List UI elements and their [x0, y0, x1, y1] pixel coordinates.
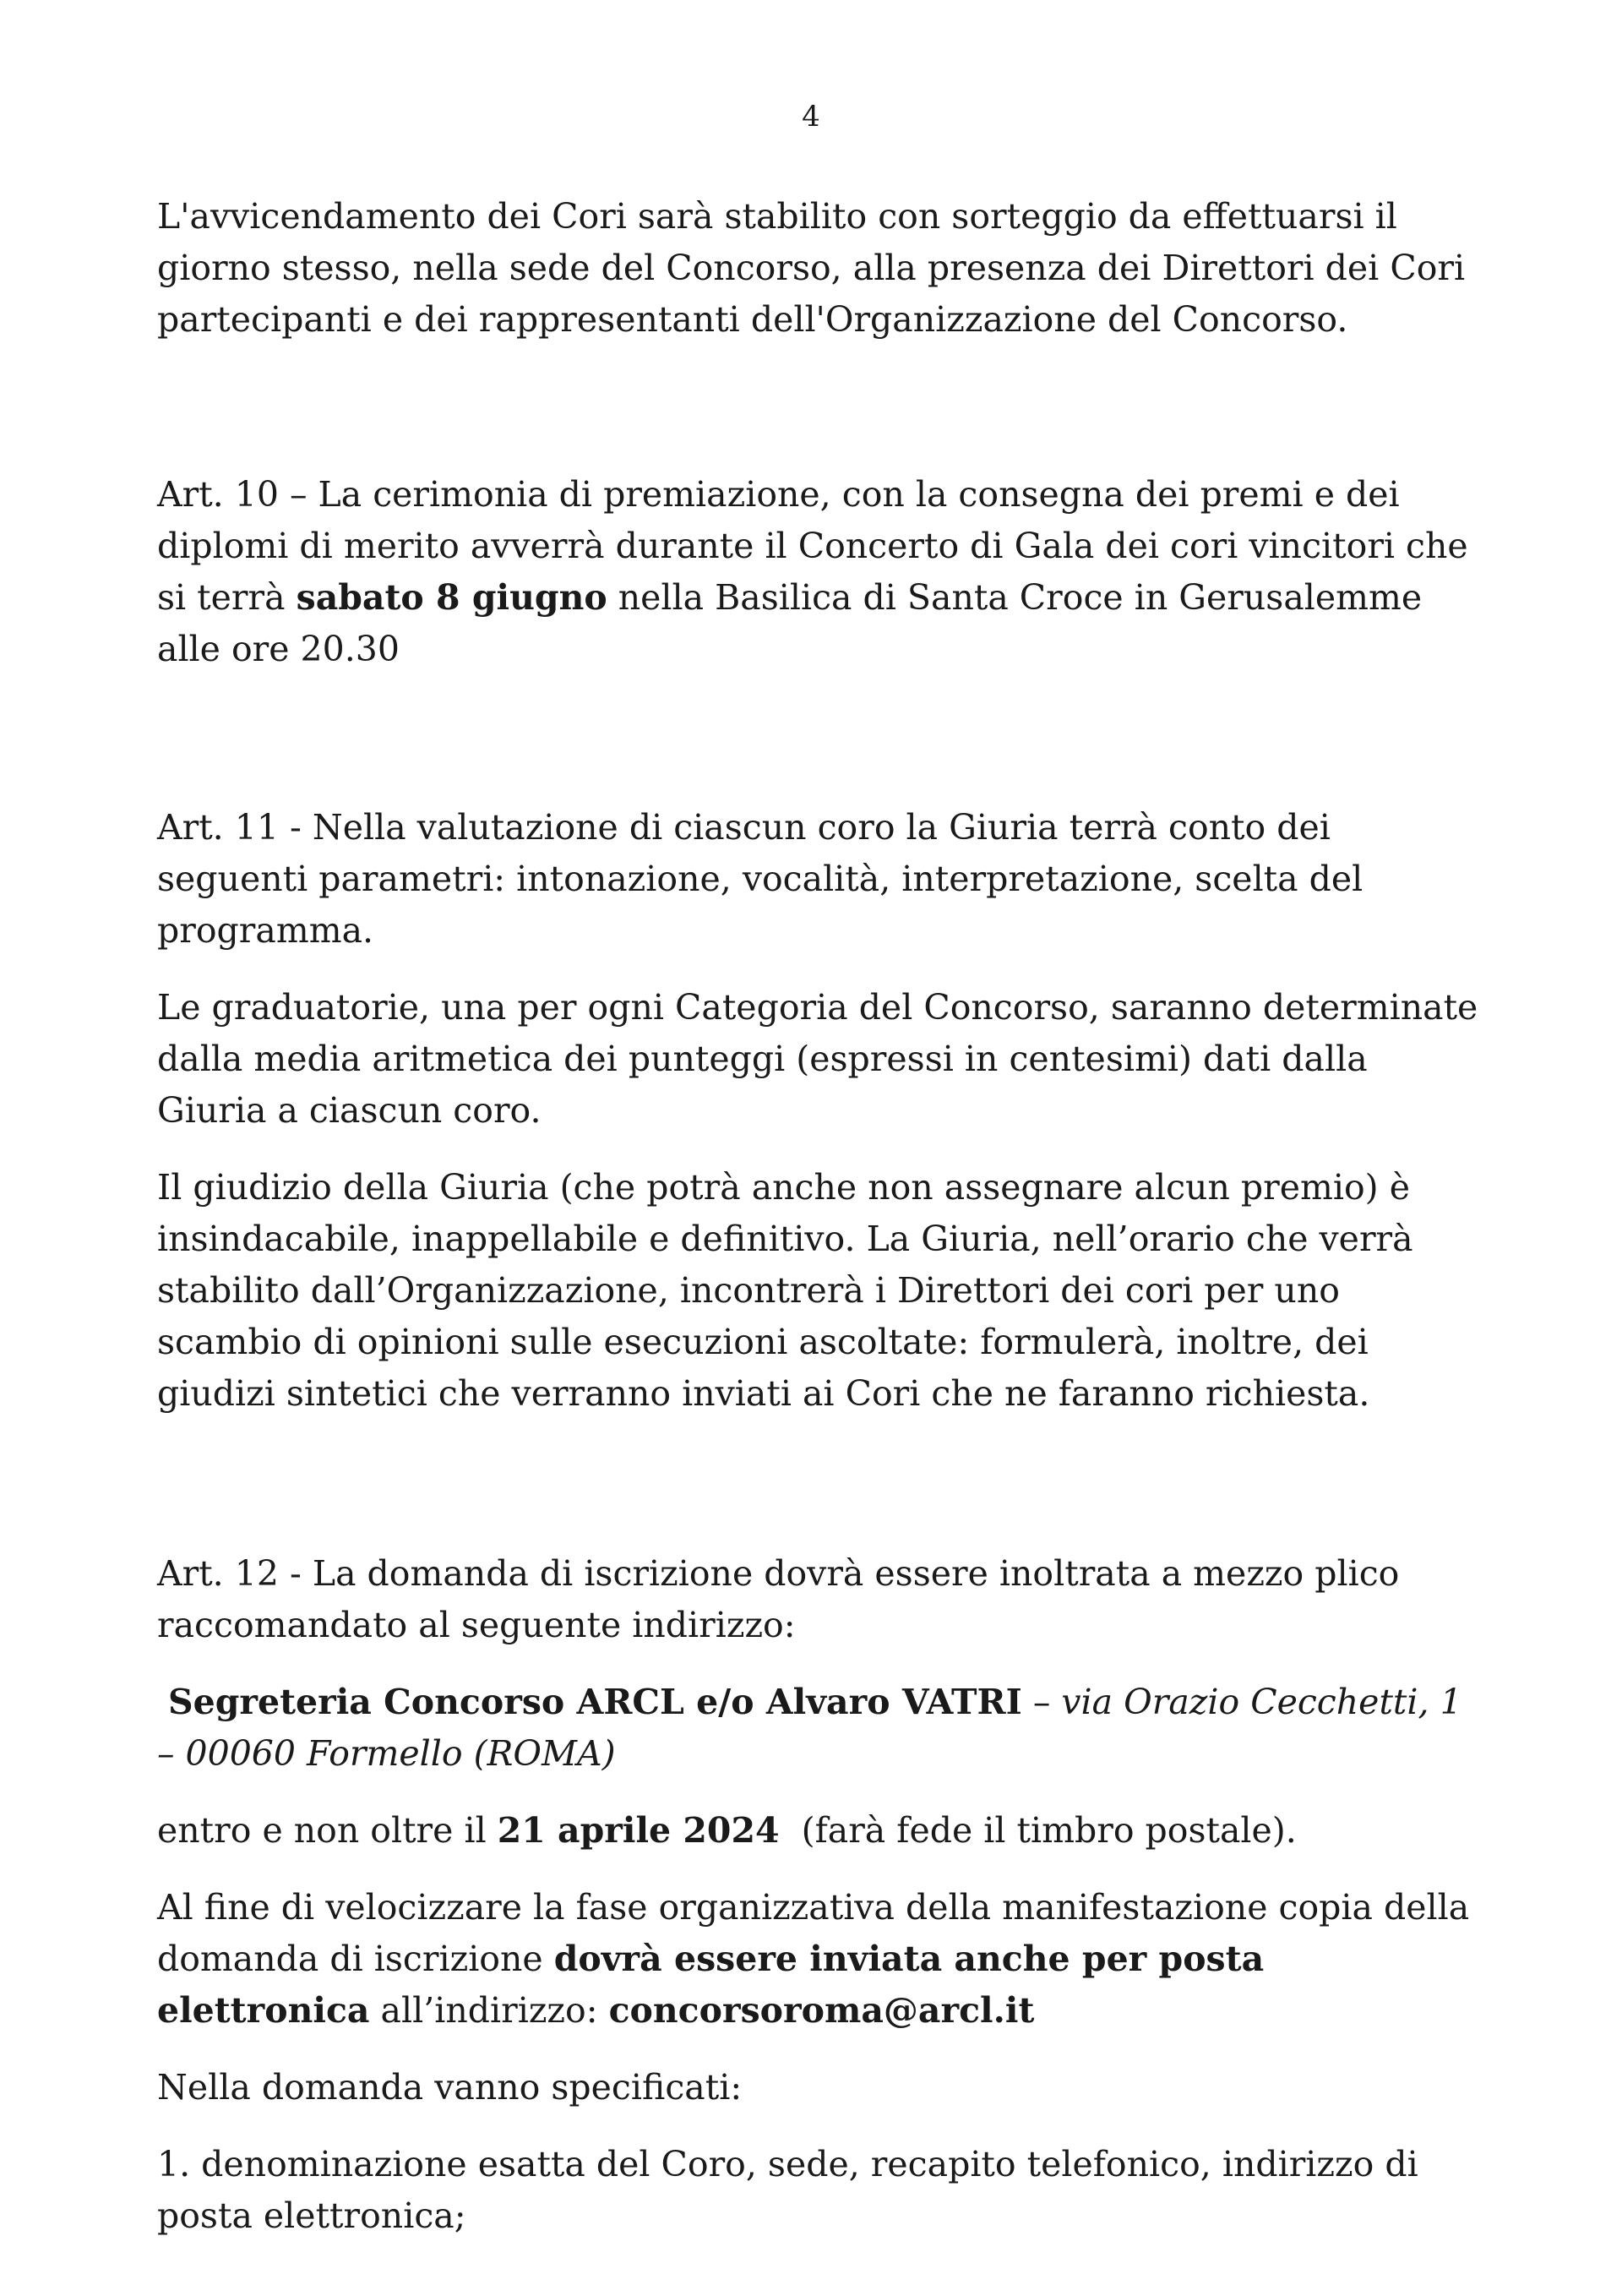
- email-text-a: Al fine di velocizzare la fase organizzativa della manifestazione copia della domanda di iscrizione: [157, 1887, 1470, 1979]
- email-requirement: dovrà essere inviata anche per posta elettronica: [157, 1939, 1265, 2031]
- deadline-date: 21 aprile 2024: [497, 1810, 780, 1851]
- article-10: [157, 469, 1483, 675]
- document-body: [157, 191, 1483, 2242]
- address-recipient: Segreteria Concorso ARCL e/o Alvaro VATRI: [168, 1682, 1022, 1722]
- article-12-specify: Nella domanda vanno specificati:: [157, 2067, 743, 2108]
- article-12-email: [157, 1882, 1483, 2037]
- article-12-address: [157, 1677, 1483, 1780]
- email-address: concorsoroma@arcl.it: [608, 1990, 1035, 2031]
- article-10-text-b: nella Basilica di Santa Croce in Gerusalemme alle ore 20.30: [157, 577, 1423, 669]
- paragraph-rotation: L'avvicendamento dei Cori sarà stabilito con sorteggio da effettuarsi il giorno stesso, nella sede del Concorso, alla presenza dei Direttori dei Cori partecipanti e dei rappresentanti dell'Organizzazione del Concorso.: [157, 196, 1466, 340]
- article-12-intro: Art. 12 - La domanda di iscrizione dovrà essere inoltrata a mezzo plico raccomandato al seguente indirizzo:: [157, 1553, 1400, 1645]
- article-10-text-a: Art. 10 – La cerimonia di premiazione, con la consegna dei premi e dei diplomi di merito avverrà durante il Concerto di Gala dei cori vincitori che si terrà: [157, 474, 1468, 618]
- deadline-text-b: (farà fede il timbro postale).: [779, 1810, 1297, 1851]
- address-dash: –: [1021, 1682, 1062, 1722]
- address-street: via Orazio Cecchetti, 1 – 00060 Formello (ROMA): [157, 1682, 1462, 1774]
- deadline-text-a: entro e non oltre il: [157, 1810, 498, 1851]
- article-11-judgement: Il giudizio della Giuria (che potrà anche non assegnare alcun premio) è insindacabile, inappellabile e definitivo. La Giuria, nell’orario che verrà stabilito dall’Organizzazione, incontrerà i Direttori dei cori per uno scambio di opinioni sulle esecuzioni ascoltate: formulerà, inoltre, dei giudizi sintetici che verranno inviati ai Cori che ne faranno richiesta.: [157, 1167, 1413, 1414]
- article-12-item-1: 1. denominazione esatta del Coro, sede, recapito telefonico, indirizzo di posta elettronica;: [157, 2144, 1418, 2236]
- email-text-b: all’indirizzo:: [369, 1990, 609, 2031]
- article-10-date: sabato 8 giugno: [296, 577, 607, 618]
- article-11-rankings: Le graduatorie, una per ogni Categoria del Concorso, saranno determinate dalla media aritmetica dei punteggi (espressi in centesimi) dati dalla Giuria a ciascun coro.: [157, 987, 1478, 1131]
- page-number: 4: [802, 100, 820, 134]
- article-11-intro: Art. 11 - Nella valutazione di ciascun coro la Giuria terrà conto dei seguenti parametri: intonazione, vocalità, interpretazione, scelta del programma.: [157, 807, 1363, 951]
- article-12-deadline: [157, 1805, 1483, 1857]
